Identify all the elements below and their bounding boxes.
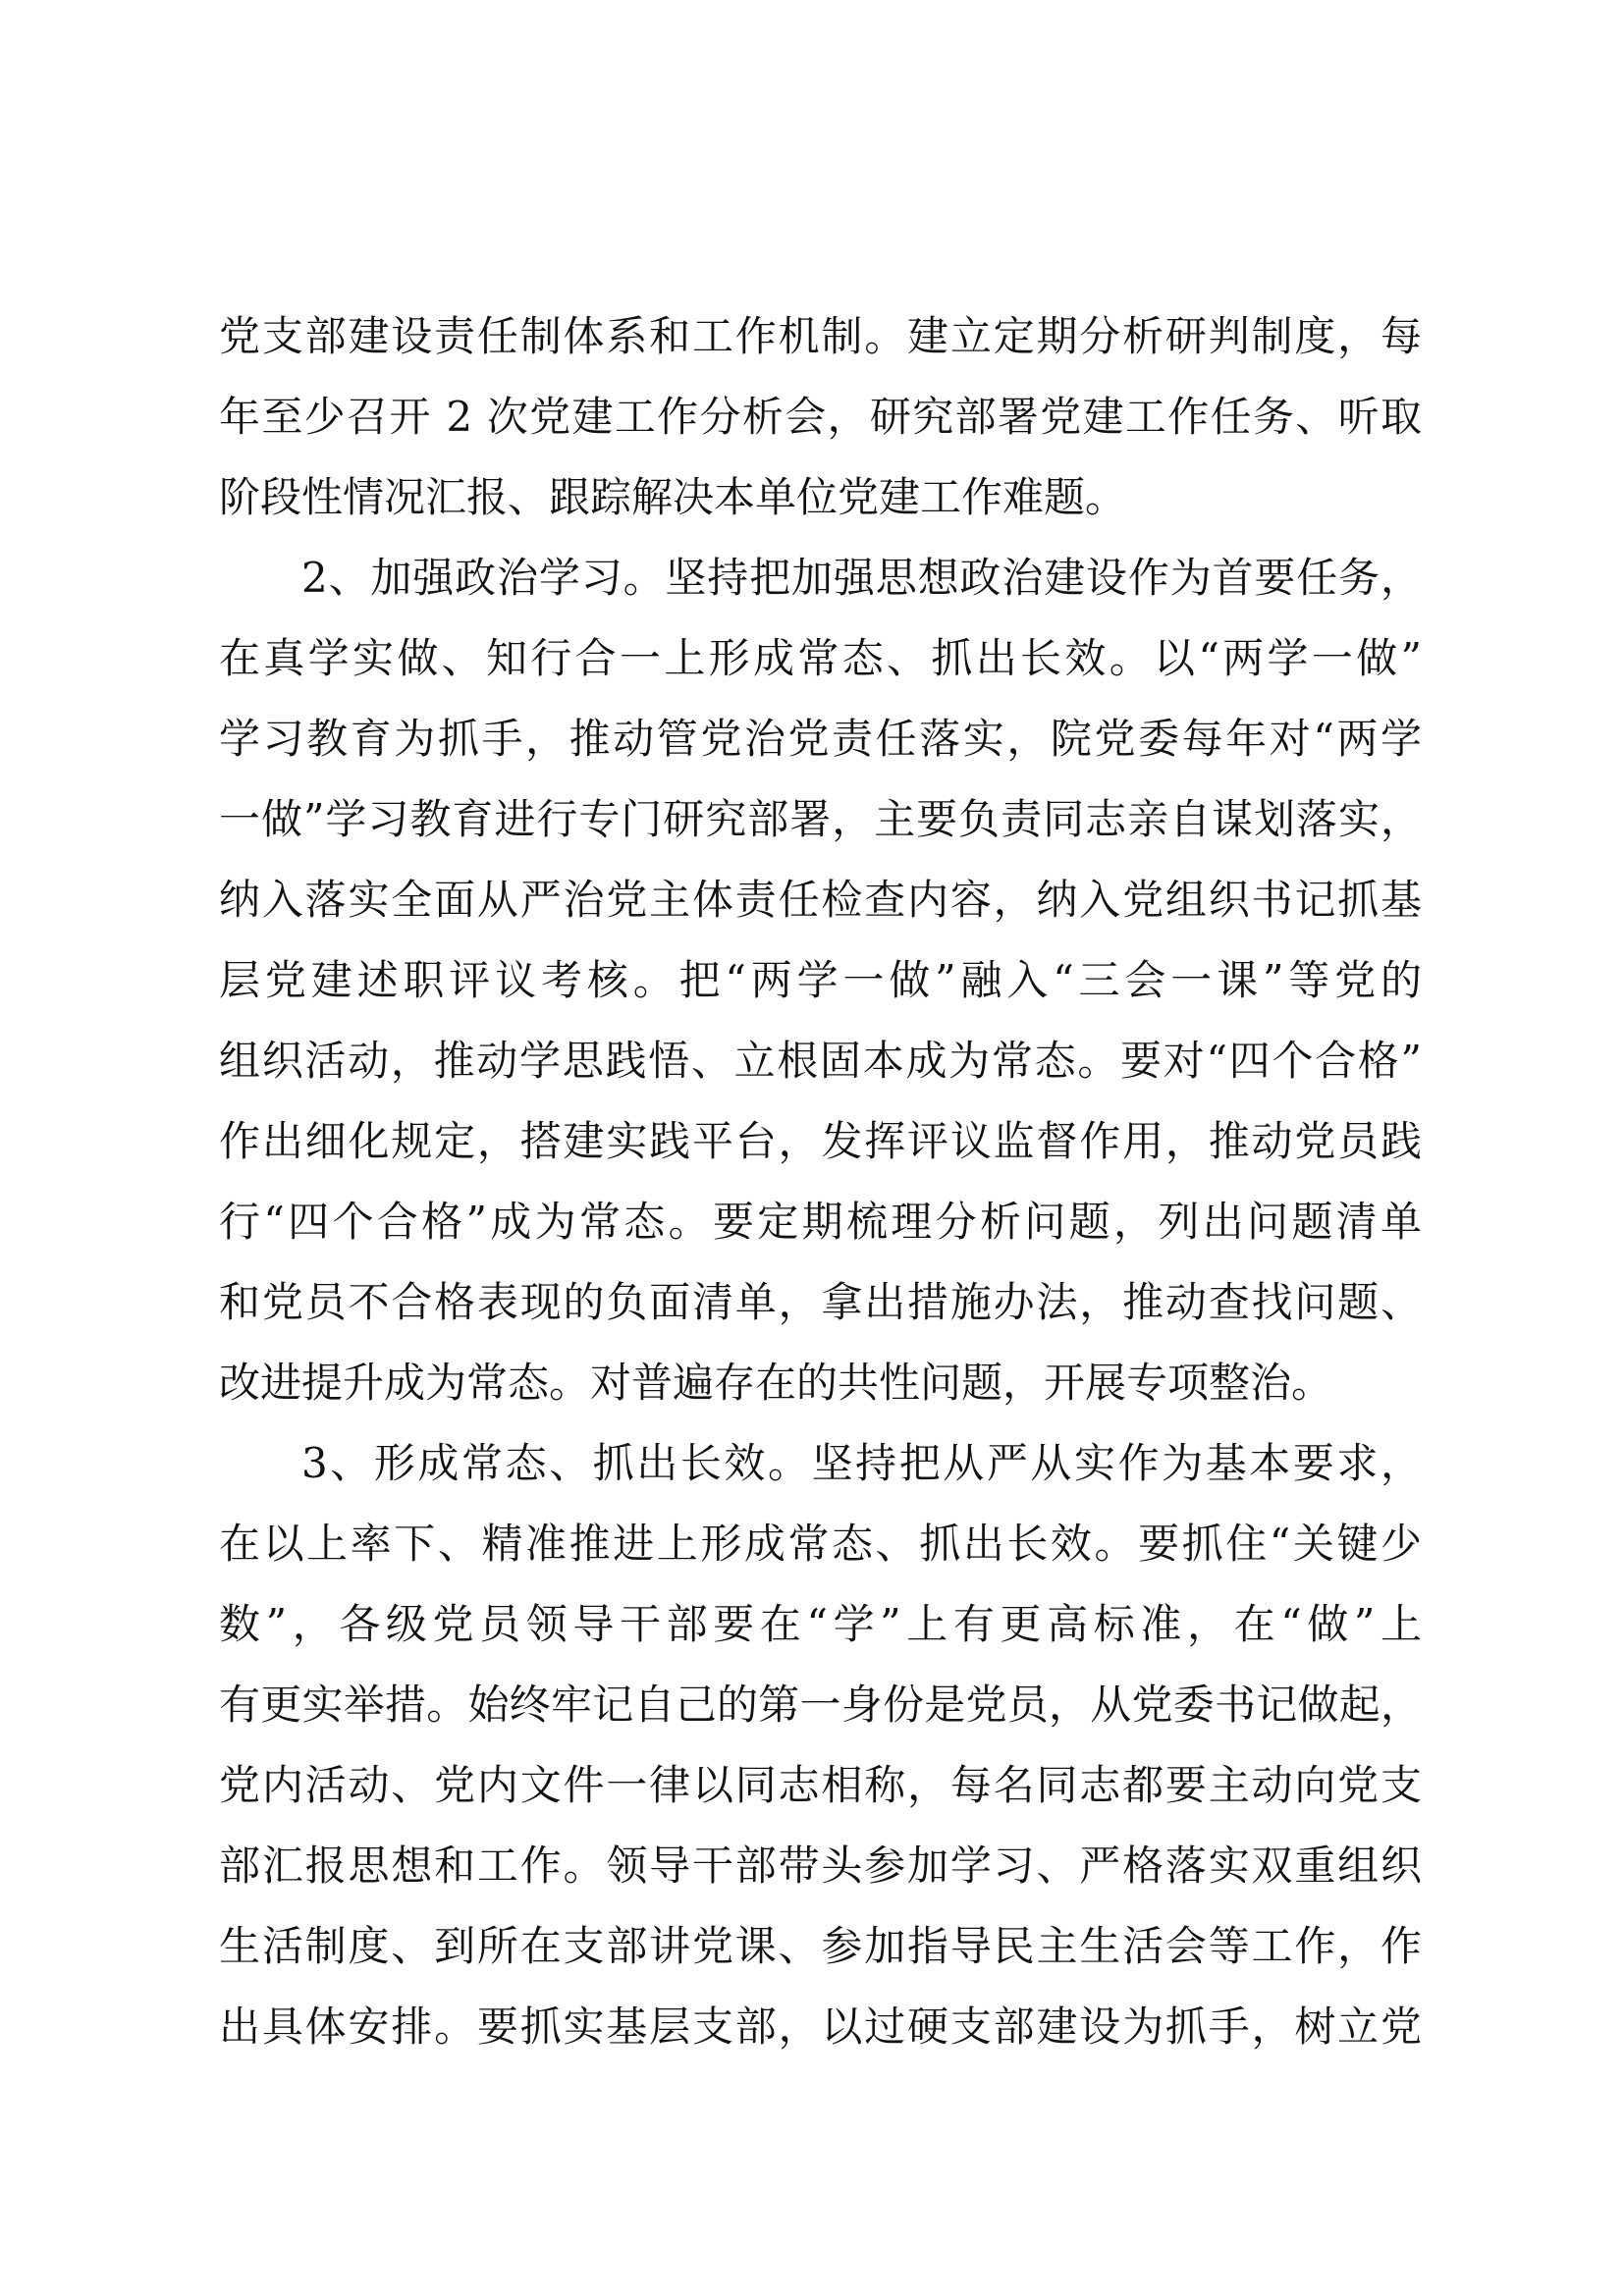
paragraph-2-heading-line: 2、加强政治学习。坚持把加强思想政治建设作为首要任务，	[301, 554, 1422, 602]
text-line: 部汇报思想和工作。领导干部带头参加学习、严格落实双重组织	[219, 1842, 1422, 1890]
text-line: 生活制度、到所在支部讲党课、参加指导民主生活会等工作，作	[219, 1922, 1422, 1970]
text-line: 和党员不合格表现的负面清单，拿出措施办法，推动查找问题、	[219, 1278, 1422, 1326]
paragraph-3-heading-line: 3、形成常态、抓出长效。坚持把从严从实作为基本要求，	[301, 1439, 1422, 1487]
text-line: 年至少召开 2 次党建工作分析会，研究部署党建工作任务、听取	[219, 393, 1422, 441]
text-line: 数”，各级党员领导干部要在“学”上有更高标准，在“做”上	[219, 1600, 1422, 1648]
text-line: 党支部建设责任制体系和工作机制。建立定期分析研判制度，每	[219, 312, 1422, 360]
text-line: 改进提升成为常态。对普遍存在的共性问题，开展专项整治。	[219, 1359, 1333, 1407]
text-line: 学习教育为抓手，推动管党治党责任落实，院党委每年对“两学	[219, 715, 1422, 763]
text-line: 出具体安排。要抓实基层支部，以过硬支部建设为抓手，树立党	[219, 2002, 1422, 2051]
text-line: 作出细化规定，搭建实践平台，发挥评议监督作用，推动党员践	[219, 1117, 1422, 1165]
body-text	[219, 296, 1422, 2067]
text-line: 阶段性情况汇报、跟踪解决本单位党建工作难题。	[219, 473, 1127, 521]
text-line: 组织活动，推动学思践悟、立根固本成为常态。要对“四个合格”	[219, 1037, 1422, 1085]
text-line: 行“四个合格”成为常态。要定期梳理分析问题，列出问题清单	[219, 1198, 1422, 1246]
text-line: 有更实举措。始终牢记自己的第一身份是党员，从党委书记做起，	[219, 1681, 1422, 1729]
text-line: 纳入落实全面从严治党主体责任检查内容，纳入党组织书记抓基	[219, 876, 1422, 924]
text-line: 党内活动、党内文件一律以同志相称，每名同志都要主动向党支	[219, 1761, 1422, 1809]
text-line: 在以上率下、精准推进上形成常态、抓出长效。要抓住“关键少	[219, 1520, 1422, 1568]
text-line: 在真学实做、知行合一上形成常态、抓出长效。以“两学一做”	[219, 634, 1422, 682]
text-line: 层党建述职评议考核。把“两学一做”融入“三会一课”等党的	[219, 956, 1422, 1004]
text-line: 一做”学习教育进行专门研究部署，主要负责同志亲自谋划落实，	[219, 795, 1422, 843]
